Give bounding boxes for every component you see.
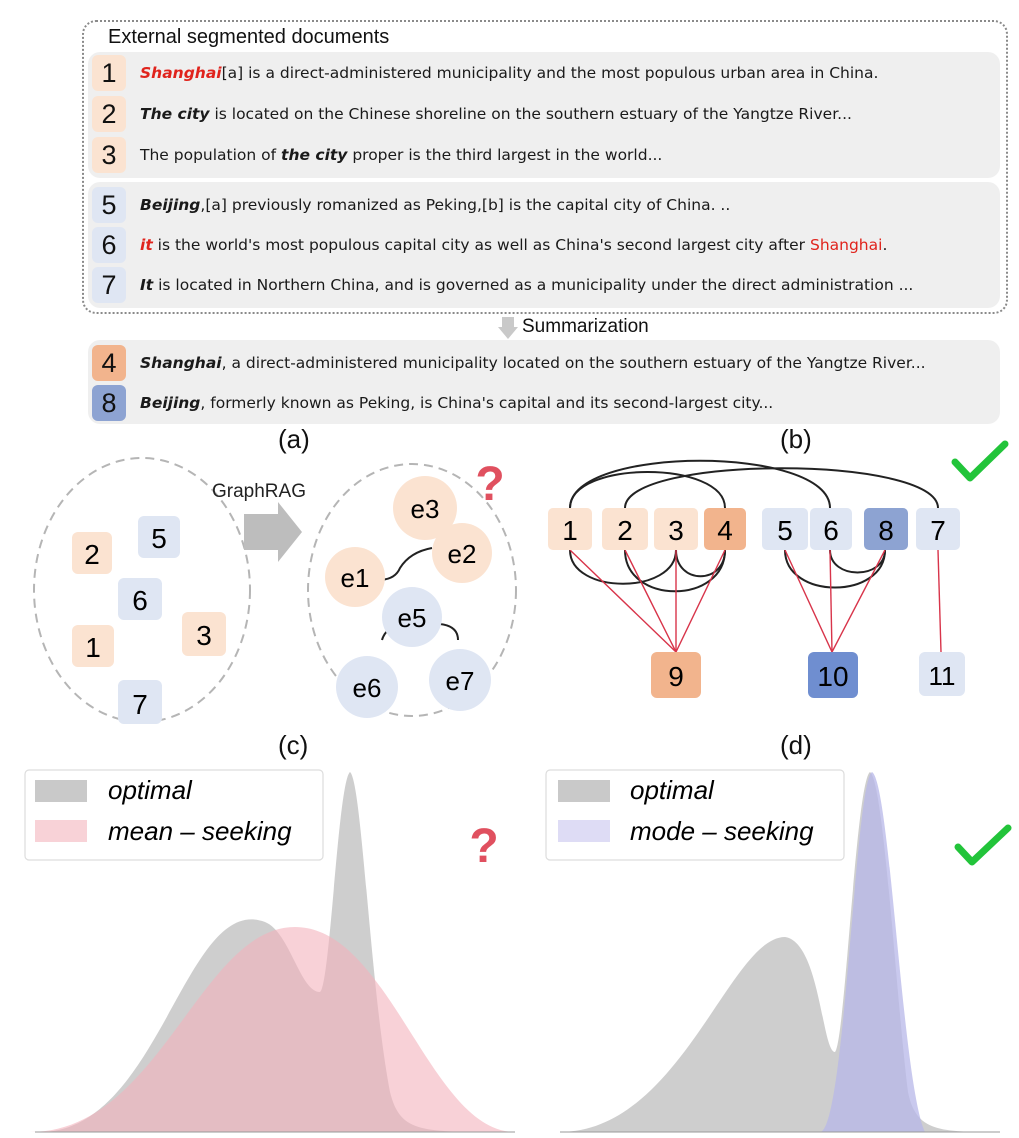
doc-row-6 (92, 225, 887, 265)
panel-label-c: (c) (278, 730, 309, 760)
doc-number: 8 (92, 385, 126, 421)
doc-node-3 (182, 612, 226, 656)
check-mark-icon (955, 444, 1005, 478)
svg-text:11: 11 (928, 661, 956, 691)
doc-text: it is the world's most populous capital city as well as China's second largest city after Shanghai. (140, 236, 888, 254)
svg-text:1: 1 (562, 515, 578, 546)
arc-edge (570, 472, 725, 508)
question-mark-icon: ? (475, 458, 505, 511)
svg-text:mode – seeking: mode – seeking (630, 816, 814, 846)
hierarchy-diagram (530, 440, 1019, 730)
svg-text:6: 6 (823, 515, 839, 546)
doc-node-7 (118, 680, 162, 724)
arc-edge (570, 550, 676, 584)
doc-node-1 (72, 625, 114, 667)
panel-label-a: (a) (278, 424, 310, 454)
doc-number: 4 (92, 345, 126, 381)
doc-text: Shanghai, a direct-administered municipality located on the southern estuary of the Yangtze River... (140, 354, 926, 372)
summary-row-8 (92, 383, 773, 423)
svg-text:e2: e2 (447, 539, 477, 569)
right-arrow-icon (244, 502, 302, 562)
panel-label-b: (b) (780, 424, 812, 454)
svg-text:1: 1 (85, 632, 101, 663)
svg-text:5: 5 (777, 515, 793, 546)
svg-text:e5: e5 (397, 603, 427, 633)
check-mark-icon (958, 828, 1008, 862)
svg-text:2: 2 (84, 539, 100, 570)
summary-node-10 (808, 652, 858, 698)
summarization-label: Summarization (522, 316, 649, 337)
doc-node-6 (118, 578, 162, 620)
svg-text:e7: e7 (445, 666, 475, 696)
doc-text: The population of the city proper is the third largest in the world... (140, 146, 663, 164)
doc-row-5 (92, 185, 730, 225)
panel-label-d: (d) (780, 730, 812, 760)
doc-text: Beijing, formerly known as Peking, is China's capital and its second-largest city... (140, 394, 774, 412)
doc-number: 3 (92, 137, 126, 173)
doc-text: The city is located on the Chinese shoreline on the southern estuary of the Yangtze River... (140, 105, 852, 123)
svg-text:optimal: optimal (108, 775, 192, 805)
mode-seeking-plot (530, 762, 1019, 1138)
graphrag-label: GraphRAG (212, 481, 306, 502)
svg-text:9: 9 (668, 661, 684, 692)
graphrag-diagram (0, 440, 530, 740)
external-documents-title: External segmented documents (108, 26, 390, 48)
doc-number: 7 (92, 267, 126, 303)
chunk-node-1 (548, 508, 592, 550)
arc-edge (830, 550, 885, 573)
svg-text:7: 7 (930, 515, 946, 546)
doc-row-3 (92, 135, 662, 175)
entity-node-e5 (382, 587, 442, 647)
doc-text: It is located in Northern China, and is governed as a municipality under the direct administration ... (140, 276, 914, 294)
chunk-node-3 (654, 508, 698, 550)
chunk-node-4 (704, 508, 746, 550)
entity-node-e1 (325, 547, 385, 607)
doc-text: Shanghai[a] is a direct-administered municipality and the most populous urban area in China. (140, 64, 879, 82)
svg-text:4: 4 (717, 515, 733, 546)
entity-edge (378, 548, 432, 580)
doc-row-7 (92, 265, 913, 305)
entity-node-e2 (432, 523, 492, 583)
summary-node-11 (919, 652, 965, 696)
summary-node-9 (651, 652, 701, 698)
chunk-node-2 (602, 508, 648, 550)
svg-text:2: 2 (617, 515, 633, 546)
doc-text: Beijing,[a] previously romanized as Peking,[b] is the capital city of China. .. (140, 196, 731, 214)
legend-d (546, 770, 844, 860)
mean-seeking-plot (0, 762, 520, 1138)
doc-row-1 (92, 53, 878, 93)
svg-text:7: 7 (132, 689, 148, 720)
chunk-node-8 (864, 508, 908, 550)
doc-number: 1 (92, 55, 126, 91)
chunk-node-6 (810, 508, 852, 550)
entity-node-e7 (429, 649, 491, 711)
doc-number: 2 (92, 96, 126, 132)
svg-text:e6: e6 (352, 673, 382, 703)
svg-text:mean – seeking: mean – seeking (108, 816, 292, 846)
legend-c (25, 770, 323, 860)
svg-text:3: 3 (668, 515, 684, 546)
doc-node-5 (138, 516, 180, 558)
svg-text:3: 3 (196, 620, 212, 651)
svg-text:5: 5 (151, 523, 167, 554)
summary-row-4 (92, 343, 926, 383)
chunk-node-7 (916, 508, 960, 550)
down-arrow-icon (498, 317, 518, 341)
doc-node-2 (72, 532, 112, 574)
question-mark-icon: ? (469, 820, 499, 873)
chunk-node-5 (762, 508, 808, 550)
doc-number: 6 (92, 227, 126, 263)
doc-number: 5 (92, 187, 126, 223)
svg-text:6: 6 (132, 585, 148, 616)
svg-text:optimal: optimal (630, 775, 714, 805)
summary-links (570, 550, 941, 652)
svg-text:e3: e3 (410, 494, 440, 524)
entity-edge (440, 624, 458, 640)
doc-row-2 (92, 94, 852, 134)
mean-seeking-distribution (30, 927, 515, 1132)
svg-text:e1: e1 (340, 563, 370, 593)
svg-text:10: 10 (817, 661, 849, 692)
svg-text:8: 8 (878, 515, 894, 546)
entity-node-e6 (336, 656, 398, 718)
